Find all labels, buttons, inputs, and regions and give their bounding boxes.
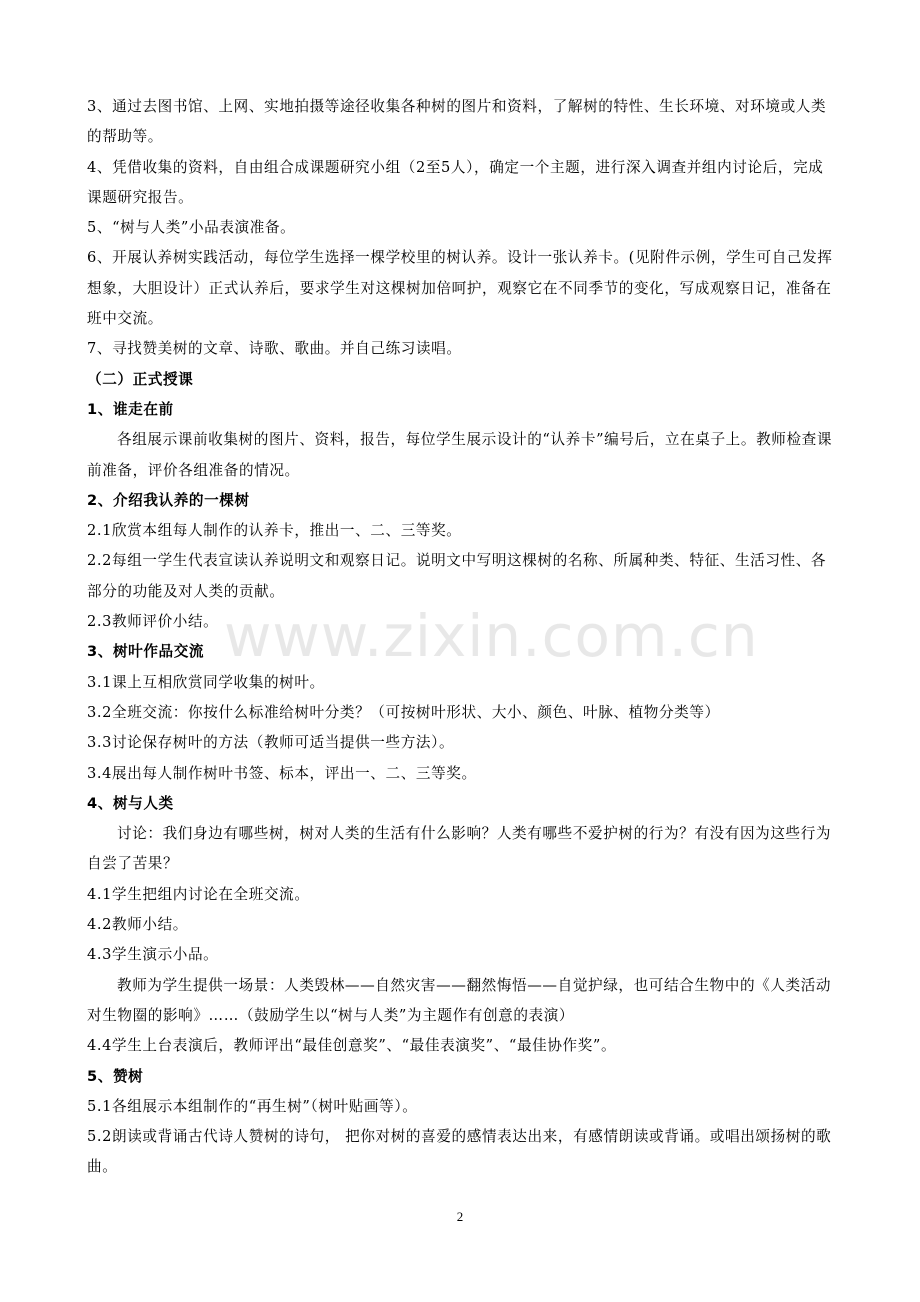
section-heading: 4、树与人类 <box>87 794 174 812</box>
paragraph: 4.1学生把组内讨论在全班交流。 <box>87 885 310 903</box>
paragraph: 5.1各组展示本组制作的“再生树”（树叶贴画等）。 <box>87 1097 418 1115</box>
paragraph: 2.3教师评价小结。 <box>87 613 219 631</box>
paragraph: 3.1课上互相欣赏同学收集的树叶。 <box>87 673 325 691</box>
paragraph: 7、寻找赞美树的文章、诗歌、歌曲。并自己练习读唱。 <box>87 340 462 358</box>
paragraph: 4.2教师小结。 <box>87 916 188 934</box>
section-heading: （二）正式授课 <box>87 370 194 388</box>
paragraph: 讨论：我们身边有哪些树，树对人类的生活有什么影响？人类有哪些不爱护树的行为？有没有因为这些行为自尝了苦果？ <box>87 825 832 873</box>
paragraph: 3、通过去图书馆、上网、实地拍摄等途径收集各种树的图片和资料，了解树的特性、生长环境、对环境或人类的帮助等。 <box>87 98 827 146</box>
section-heading: 3、树叶作品交流 <box>87 643 205 661</box>
paragraph: 4.3学生演示小品。 <box>87 946 219 964</box>
paragraph: 3.4展出每人制作树叶书签、标本，评出一、二、三等奖。 <box>87 764 477 782</box>
watermark: www.zixin.com.cn <box>224 602 759 670</box>
paragraph: 教师为学生提供一场景：人类毁林——自然灾害——翻然悔悟——自觉护绿，也可结合生物中的《人类活动对生物圈的影响》……（鼓励学生以“树与人类”为主题作有创意的表演） <box>87 976 832 1024</box>
paragraph: 各组展示课前收集树的图片、资料，报告，每位学生展示设计的“认养卡”编号后，立在桌子上。教师检查课前准备，评价各组准备的情况。 <box>87 431 833 479</box>
section-heading: 2、介绍我认养的一棵树 <box>87 491 250 509</box>
paragraph: 5.2朗读或背诵古代诗人赞树的诗句， 把你对树的喜爱的感情表达出来，有感情朗读或背诵。或唱出颂扬树的歌曲。 <box>87 1128 832 1176</box>
paragraph: 4.4学生上台表演后，教师评出“最佳创意奖”、“最佳表演奖”、“最佳协作奖”。 <box>87 1037 617 1055</box>
section-heading: 5、赞树 <box>87 1067 144 1085</box>
paragraph: 4、凭借收集的资料，自由组合成课题研究小组（2至5人），确定一个主题，进行深入调查并组内讨论后，完成课题研究报告。 <box>87 158 824 206</box>
paragraph: 6、开展认养树实践活动，每位学生选择一棵学校里的树认养。设计一张认养卡。(见附件示例，学生可自己发挥想象，大胆设计）正式认养后，要求学生对这棵树加倍呵护，观察它在不同季节的变化，写成观察日记，准备在班中交流。 <box>87 249 833 328</box>
page-number: 2 <box>456 1209 464 1224</box>
paragraph: 2.1欣赏本组每人制作的认养卡，推出一、二、三等奖。 <box>87 522 462 540</box>
paragraph: 5、“树与人类”小品表演准备。 <box>87 219 296 237</box>
section-heading: 1、谁走在前 <box>87 400 174 418</box>
paragraph: 3.3讨论保存树叶的方法（教师可适当提供一些方法）。 <box>87 734 455 752</box>
paragraph: 2.2每组一学生代表宣读认养说明文和观察日记。说明文中写明这棵树的名称、所属种类、特征、生活习性、各部分的功能及对人类的贡献。 <box>87 552 827 600</box>
paragraph: 3.2全班交流：你按什么标准给树叶分类？（可按树叶形状、大小、颜色、叶脉、植物分类等） <box>87 703 720 721</box>
